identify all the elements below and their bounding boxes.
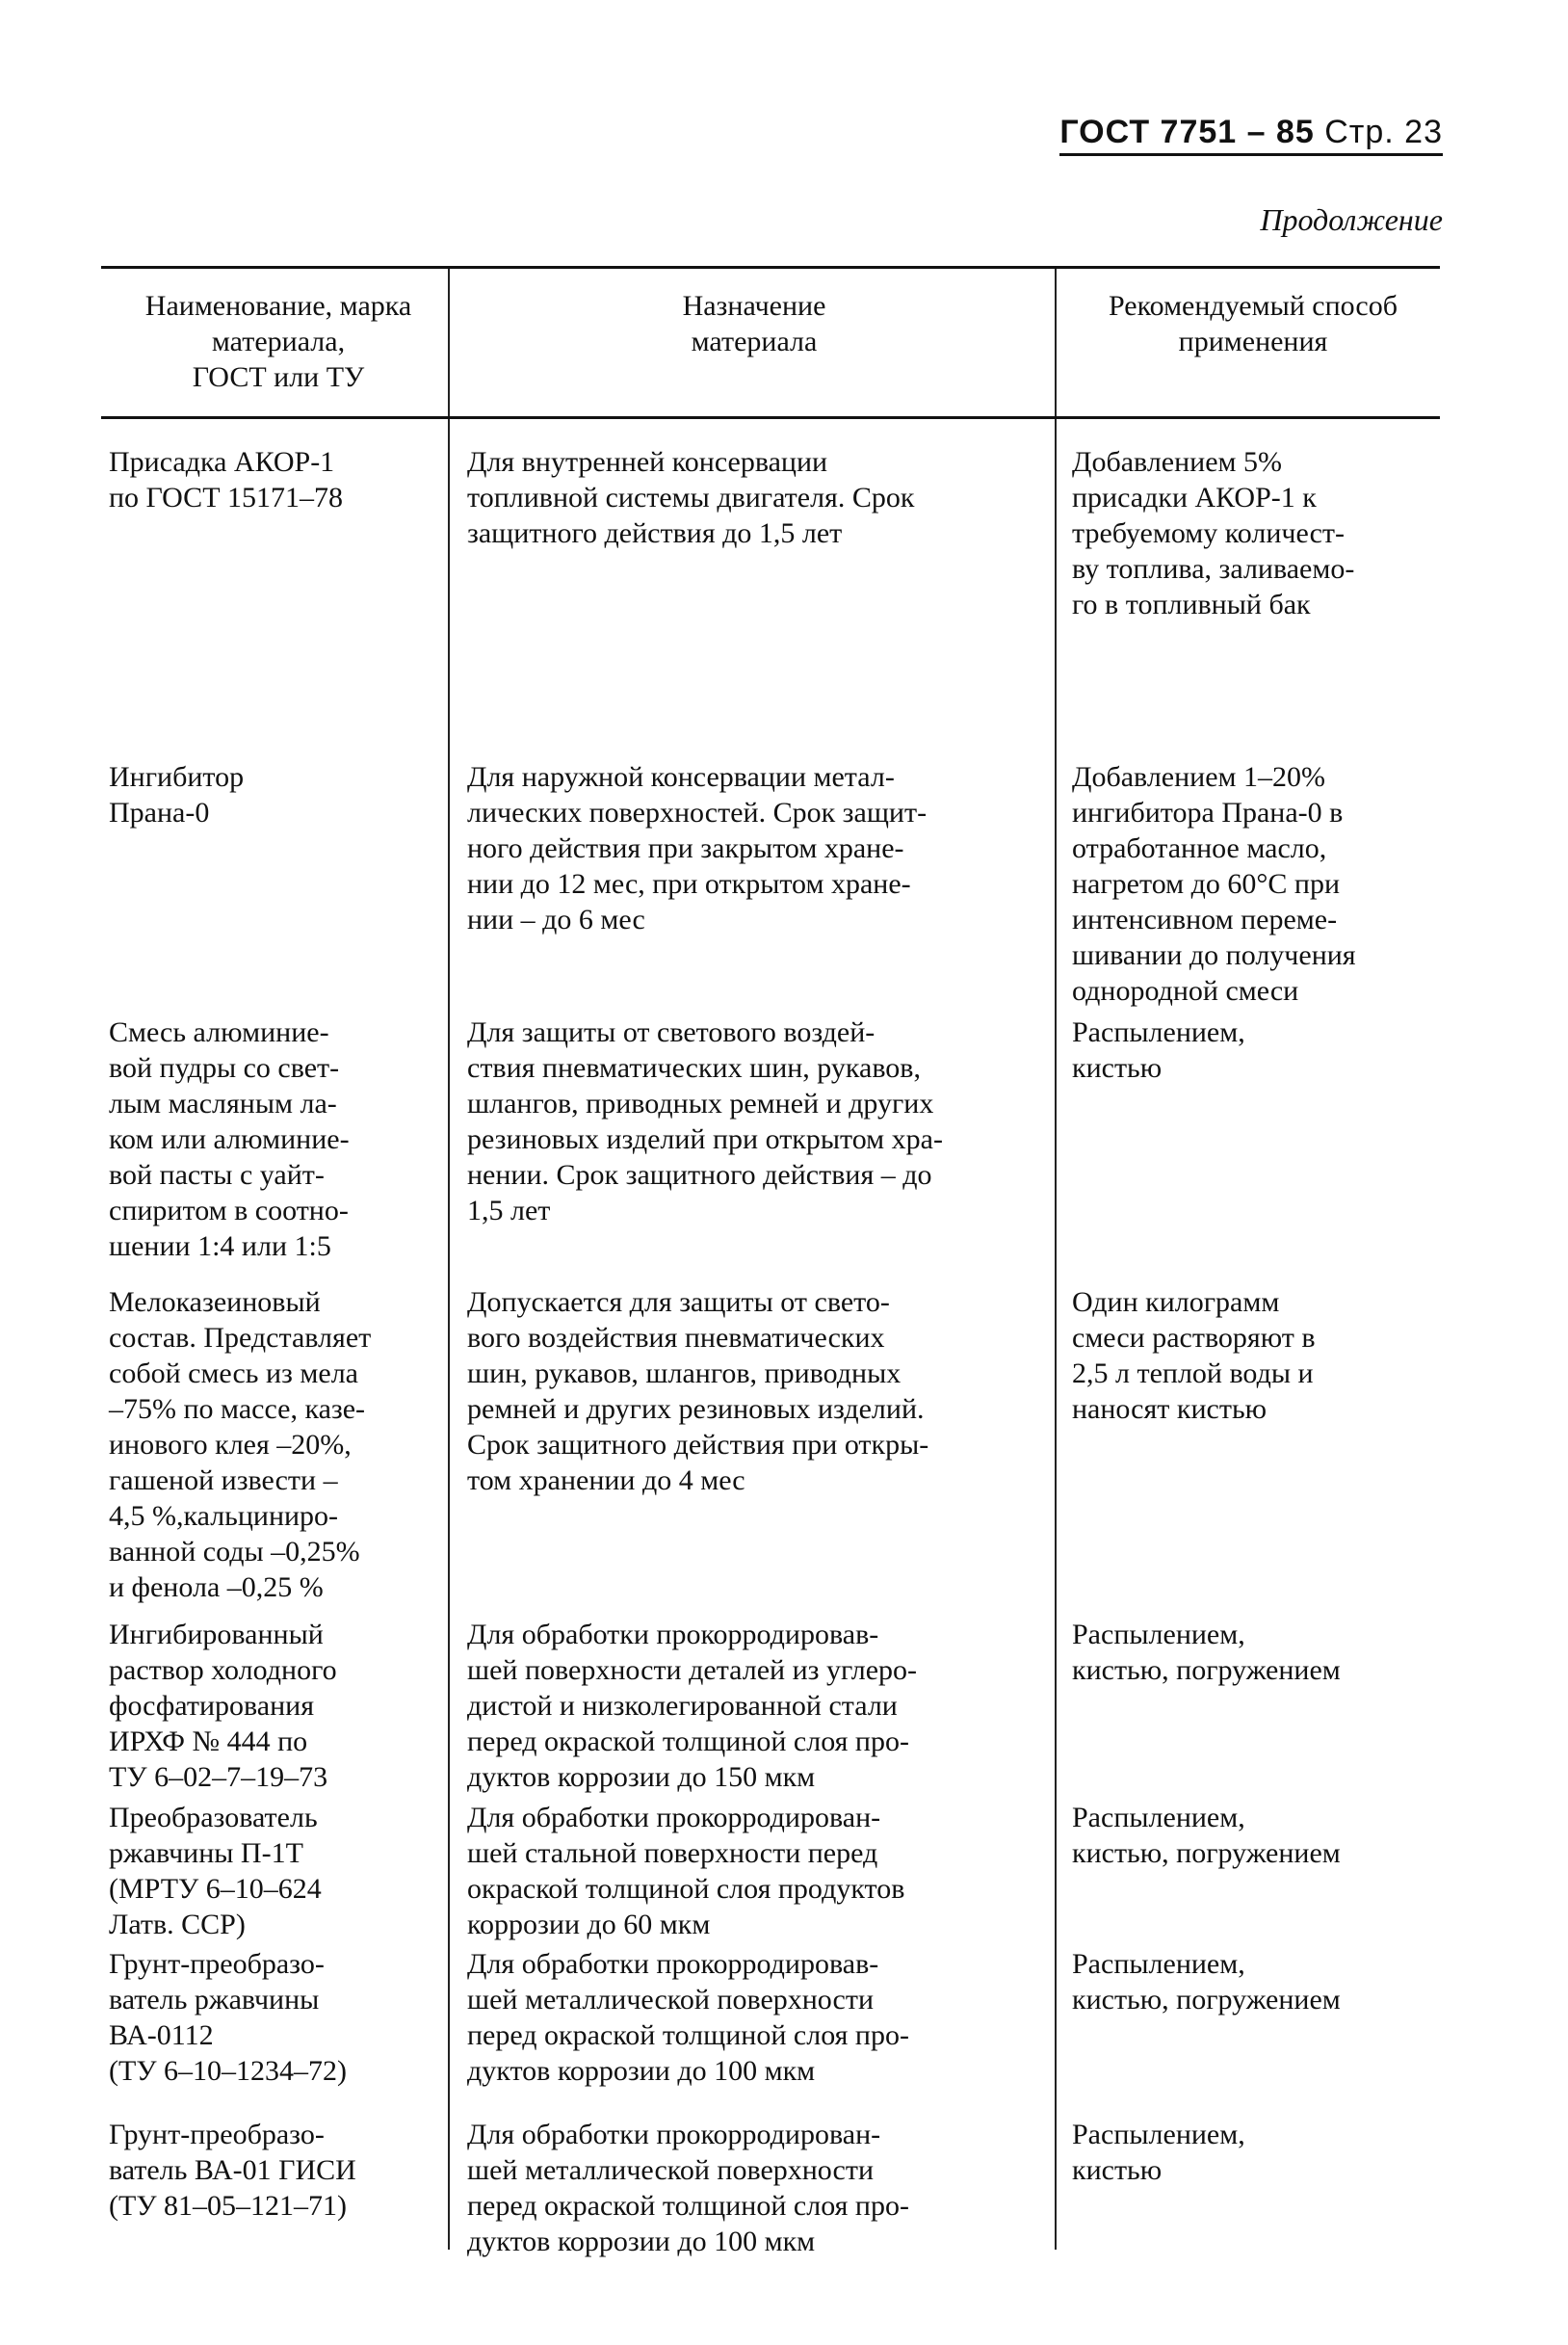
page-header xyxy=(1059,114,1443,156)
application-method: Добавлением 5% присадки АКОР-1 к требуемому количест- ву топлива, заливаемо- го в топливный бак xyxy=(1055,419,1440,759)
continuation-label: Продолжение xyxy=(1260,202,1443,237)
material-purpose: Для обработки прокорродировав- шей металлической поверхности перед окраской толщиной слоя про- дуктов коррозии до 100 мкм xyxy=(448,1946,1055,2105)
application-method: Распылением, кистью xyxy=(1055,1014,1440,1284)
material-purpose: Для обработки прокорродирован- шей металлической поверхности перед окраской толщиной слоя про- дуктов коррозии до 100 мкм xyxy=(448,2105,1055,2250)
header-purpose-column: Назначение материала xyxy=(448,269,1055,416)
material-purpose: Для внутренней консервации топливной системы двигателя. Срок защитного действия до 1,5 лет xyxy=(448,419,1055,759)
materials-table xyxy=(101,266,1440,2257)
table-row xyxy=(101,1284,1440,1617)
table-row xyxy=(101,759,1440,1014)
application-method: Распылением, кистью, погружением xyxy=(1055,1800,1440,1946)
material-purpose: Для обработки прокорродировав- шей поверхности деталей из углеро- дистой и низколегированной стали перед окраской толщиной слоя про- дуктов коррозии до 150 мкм xyxy=(448,1617,1055,1800)
table-row xyxy=(101,1617,1440,1800)
table-row xyxy=(101,1800,1440,1946)
material-name: Ингибитор Прана-0 xyxy=(109,761,245,829)
table-header-row xyxy=(101,269,1440,416)
material-purpose: Для обработки прокорродирован- шей стальной поверхности перед окраской толщиной слоя продуктов коррозии до 60 мкм xyxy=(448,1800,1055,1946)
material-name: Ингибированный раствор холодного фосфатирования ИРХФ № 444 по ТУ 6–02–7–19–73 xyxy=(109,1619,337,1793)
header-name-column: Наименование, марка материала, ГОСТ или ТУ xyxy=(144,290,412,393)
header-method-column: Рекомендуемый способ применения xyxy=(1055,269,1440,416)
material-name: Преобразователь ржавчины П-1Т (МРТУ 6–10–624 Латв. ССР) xyxy=(109,1802,322,1940)
table-row xyxy=(101,2105,1440,2257)
application-method: Распылением, кистью, погружением xyxy=(1055,1617,1440,1800)
table-row xyxy=(101,1014,1440,1284)
application-method: Распылением, кистью, погружением xyxy=(1055,1946,1440,2105)
table-row xyxy=(101,1946,1440,2105)
application-method: Распылением, кистью xyxy=(1055,2105,1440,2250)
page-number: Стр. 23 xyxy=(1324,114,1443,150)
material-purpose: Для защиты от светового воздей- ствия пневматических шин, рукавов, шлангов, приводных ремней и других резиновых изделий при открытом хра- нении. Срок защитного действия – до 1,5 лет xyxy=(448,1014,1055,1284)
application-method: Один килограмм смеси растворяют в 2,5 л теплой воды и наносят кистью xyxy=(1055,1284,1440,1617)
standard-number: ГОСТ 7751 – 85 xyxy=(1059,114,1315,150)
material-name: Мелоказеиновый состав. Представляет собой смесь из мела –75% по массе, казе- инового клея –20%, гашеной извести – 4,5 %,кальциниро- ванной соды –0,25% и фенола –0,25 % xyxy=(109,1286,372,1603)
material-name: Грунт-преобразо- ватель ВА-01 ГИСИ (ТУ 81–05–121–71) xyxy=(109,2119,356,2222)
material-purpose: Для наружной консервации метал- лических поверхностей. Срок защит- ного действия при закрытом хране- нии до 12 мес, при открытом хране- нии – до 6 мес xyxy=(448,759,1055,1014)
material-purpose: Допускается для защиты от свето- вого воздействия пневматических шин, рукавов, шлангов, приводных ремней и других резиновых изделий. Срок защитного действия при откры- том хранении до 4 мес xyxy=(448,1284,1055,1617)
material-name: Смесь алюминие- вой пудры со свет- лым масляным ла- ком или алюминие- вой пасты с уайт- спиритом в соотно- шении 1:4 или 1:5 xyxy=(109,1016,350,1262)
application-method: Добавлением 1–20% ингибитора Прана-0 в отработанное масло, нагретом до 60°С при интенсивном переме- шивании до получения однородной смеси xyxy=(1055,759,1440,1014)
table-row xyxy=(101,419,1440,759)
material-name: Присадка АКОР-1 по ГОСТ 15171–78 xyxy=(109,446,344,514)
material-name: Грунт-преобразо- ватель ржавчины ВА-0112 (ТУ 6–10–1234–72) xyxy=(109,1948,348,2087)
